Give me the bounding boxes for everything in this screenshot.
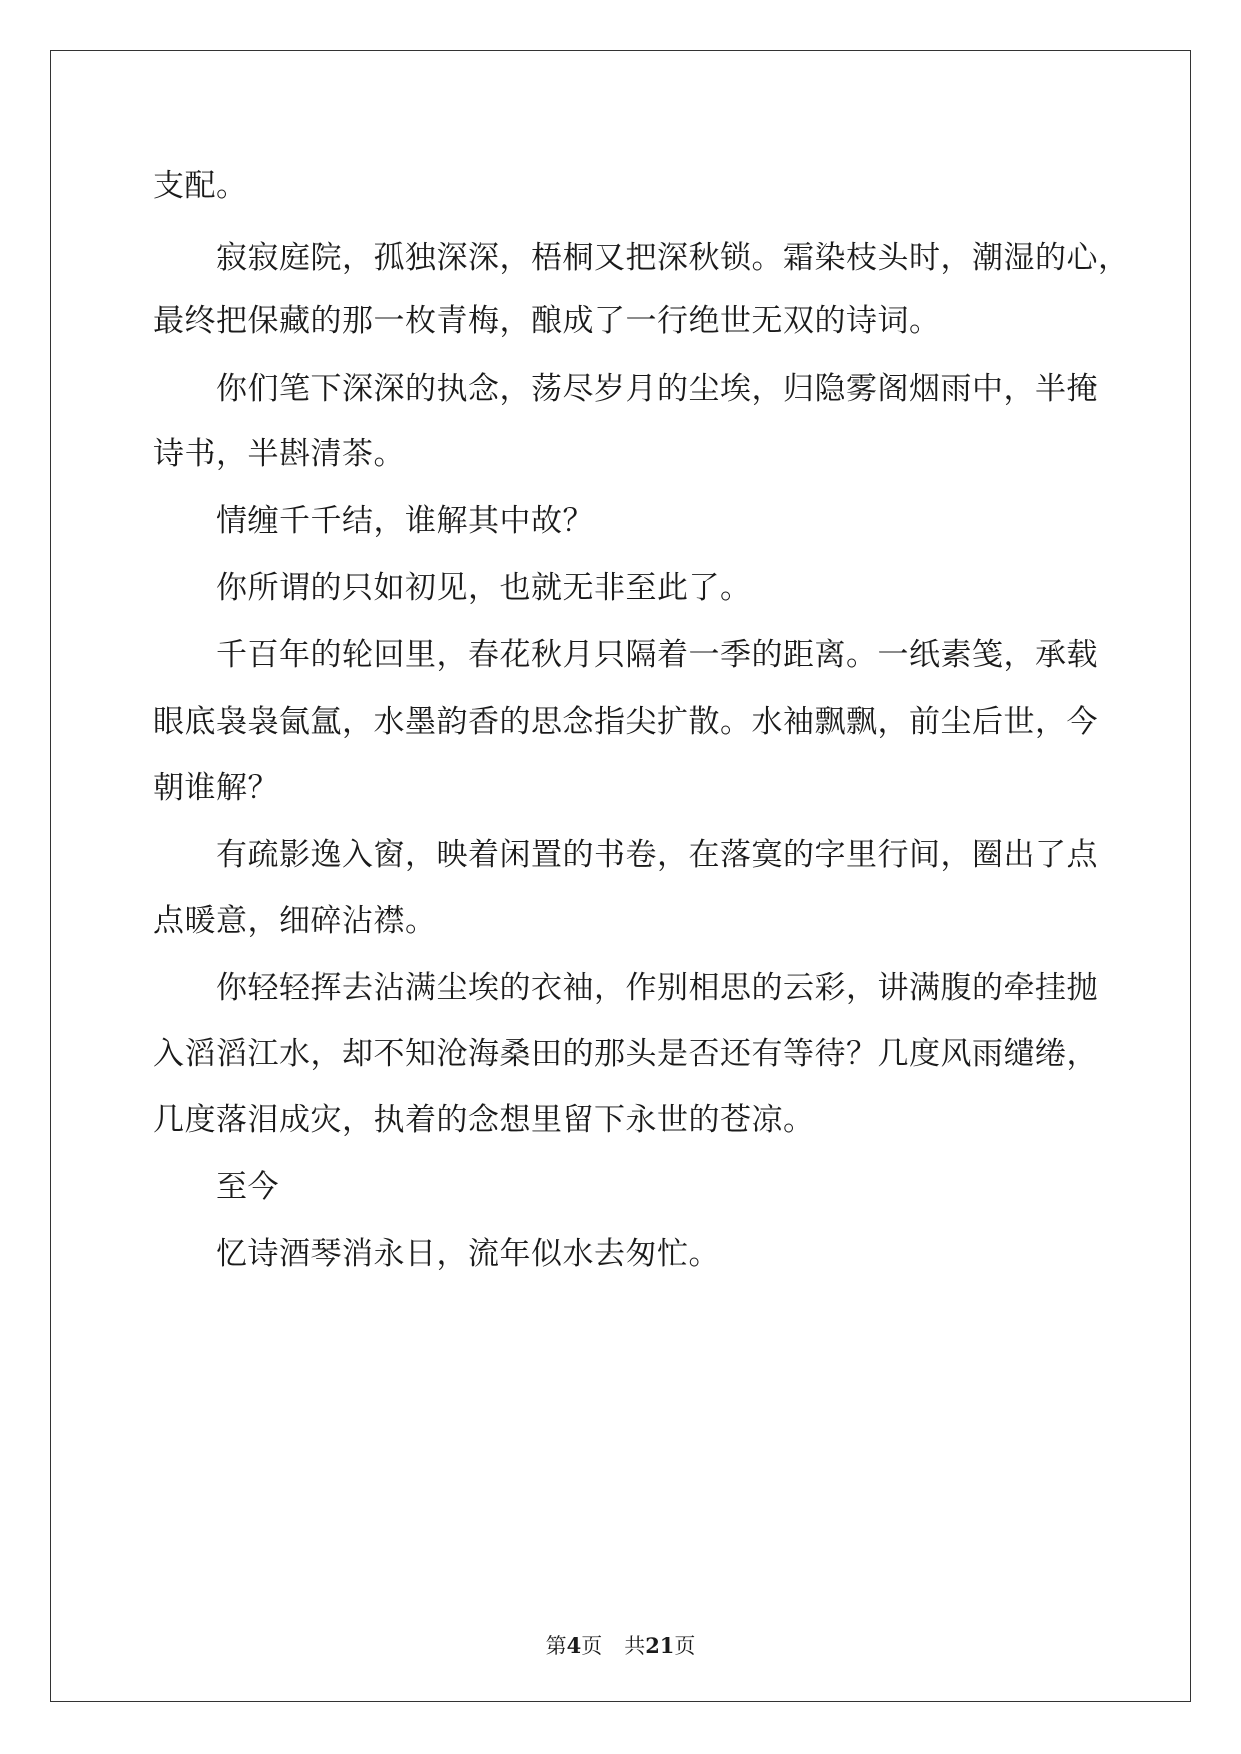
text-line: 忆诗酒琴消永日，流年似水去匆忙。 bbox=[216, 1236, 720, 1272]
footer-total-suffix: 页 bbox=[674, 1634, 696, 1658]
text-line: 你轻轻挥去沾满尘埃的衣袖，作别相思的云彩，讲满腹的牵挂抛 bbox=[216, 970, 1098, 1006]
footer-total-prefix: 共 bbox=[624, 1634, 646, 1658]
text-line: 诗书，半斟清茶。 bbox=[153, 436, 405, 472]
total-pages-number: 21 bbox=[645, 1633, 675, 1658]
text-line: 最终把保藏的那一枚青梅，酿成了一行绝世无双的诗词。 bbox=[153, 303, 941, 339]
page-border bbox=[50, 50, 1191, 1702]
text-line: 点暖意，细碎沾襟。 bbox=[153, 903, 437, 939]
text-line: 支配。 bbox=[153, 168, 248, 204]
footer-page-suffix: 页 bbox=[581, 1634, 603, 1658]
text-line: 朝谁解？ bbox=[153, 770, 279, 806]
text-line: 有疏影逸入窗，映着闲置的书卷，在落寞的字里行间，圈出了点 bbox=[216, 837, 1098, 873]
footer-prefix: 第 bbox=[545, 1634, 567, 1658]
current-page-number: 4 bbox=[566, 1633, 582, 1658]
text-line: 千百年的轮回里，春花秋月只隔着一季的距离。一纸素笺，承载 bbox=[216, 637, 1098, 673]
text-line: 你所谓的只如初见，也就无非至此了。 bbox=[216, 570, 752, 606]
page-footer bbox=[0, 1633, 1241, 1659]
text-line: 眼底袅袅氤氲，水墨韵香的思念指尖扩散。水袖飘飘，前尘后世，今 bbox=[153, 704, 1098, 740]
text-line: 入滔滔江水，却不知沧海桑田的那头是否还有等待？几度风雨缱绻， bbox=[153, 1036, 1098, 1072]
text-line: 至今 bbox=[216, 1169, 279, 1205]
text-line: 寂寂庭院，孤独深深，梧桐又把深秋锁。霜染枝头时，潮湿的心， bbox=[216, 240, 1130, 276]
text-line: 情缠千千结，谁解其中故？ bbox=[216, 503, 594, 539]
text-line: 你们笔下深深的执念，荡尽岁月的尘埃，归隐雾阁烟雨中，半掩 bbox=[216, 371, 1098, 407]
text-line: 几度落泪成灾，执着的念想里留下永世的苍凉。 bbox=[153, 1102, 815, 1138]
